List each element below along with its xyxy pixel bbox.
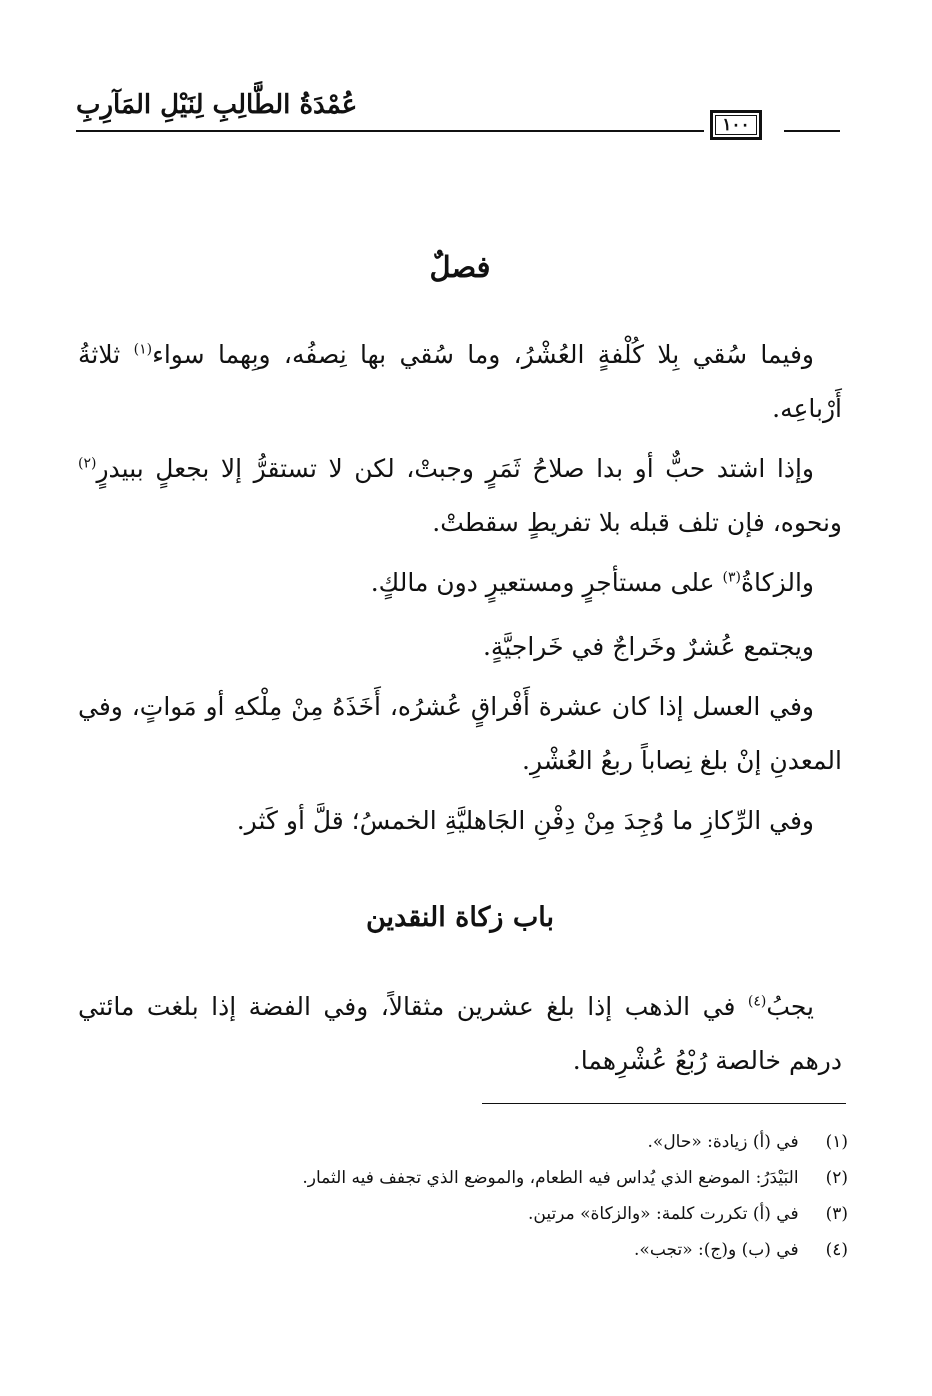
paragraph-5-text: وفي العسل إذا كان عشرة أَفْراقٍ عُشرُه، أَخَذَهُ مِنْ مِلْكهِ أو مَواتٍ، وفي المعدنِ إنْ بلغ نِصاباً ربعُ العُشْرِ. [78,692,842,775]
section-heading: فصلٌ [429,250,491,284]
running-header [76,88,840,148]
paragraph-2-text-a: وإذا اشتد حبٌّ أو بدا صلاحُ ثَمَرٍ وجبتْ، لكن لا تستقرُّ إلا بجعلٍ ببيدرٍ [96,454,814,483]
paragraph-2 [78,442,842,550]
footnote-ref-2: (٢) [78,455,97,472]
footnote-ref-3: (٣) [722,569,741,586]
paragraph-6 [78,794,842,848]
paragraph-1-text-a: وفيما سُقي بِلا كُلْفةٍ العُشْرُ، وما سُقي بها نِصفُه، وبِهما سواء [152,340,815,369]
footnote-2 [148,1160,848,1196]
paragraph-3 [78,556,842,610]
page-number: ١٠٠ [710,110,762,140]
paragraph-6-text: وفي الرِّكازِ ما وُجِدَ مِنْ دِفْنِ الجَاهليَّةِ الخمسُ؛ قلَّ أو كَثر. [236,806,814,835]
footnote-1-number: (١) [825,1132,848,1152]
footnote-ref-4: (٤) [747,993,767,1010]
paragraph-4 [78,620,842,674]
footnote-3-number: (٣) [825,1204,848,1224]
book-title: عُمْدَةُ الطَّالِبِ لِنَيْلِ المَآرِبِ [76,90,358,120]
paragraph-3-text-a: والزكاةُ [740,568,814,597]
chapter-paragraph [78,980,842,1088]
paragraph-2-text-b: ونحوه، فإن تلف قبله بلا تفريطٍ سقطتْ. [432,508,842,537]
paragraph-4-text: ويجتمع عُشرٌ وخَراجٌ في خَراجيَّةٍ. [482,632,814,661]
footnote-2-text: البَيْدَرُ: الموضع الذي يُداس فيه الطعام، والموضع الذي تجفف فيه الثمار. [302,1168,799,1188]
header-rule-left [76,130,704,132]
footnotes [148,1124,848,1268]
footnote-1-text: في (أ) زيادة: «حال». [647,1132,799,1152]
paragraph-3-text-b: على مستأجرٍ ومستعيرٍ دون مالكٍ. [370,568,723,597]
footnote-ref-1: (١) [133,341,153,358]
footnote-4-number: (٤) [825,1240,848,1260]
footnote-1 [148,1124,848,1160]
footnote-3 [148,1196,848,1232]
paragraph-1 [78,328,842,436]
paragraph-5 [78,680,842,788]
chapter-paragraph-text-b: في الذهب إذا بلغ عشرين مثقالاً، وفي الفضة إذا بلغت مائتي درهم خالصة رُبْعُ عُشْرِهما. [78,992,842,1075]
footnote-separator [482,1103,846,1104]
footnote-3-text: في (أ) تكررت كلمة: «والزكاة» مرتين. [528,1204,799,1224]
chapter-heading: باب زكاة النقدين [366,902,554,933]
chapter-paragraph-text-a: يجبُ [766,992,814,1021]
header-rule-right [784,130,840,132]
footnote-4 [148,1232,848,1268]
paragraph-1-text-b: ثلاثةُ أَرْباعِه. [78,340,842,423]
footnote-4-text: في (ب) و(ج): «تجب». [634,1240,799,1260]
footnote-2-number: (٢) [825,1168,848,1188]
